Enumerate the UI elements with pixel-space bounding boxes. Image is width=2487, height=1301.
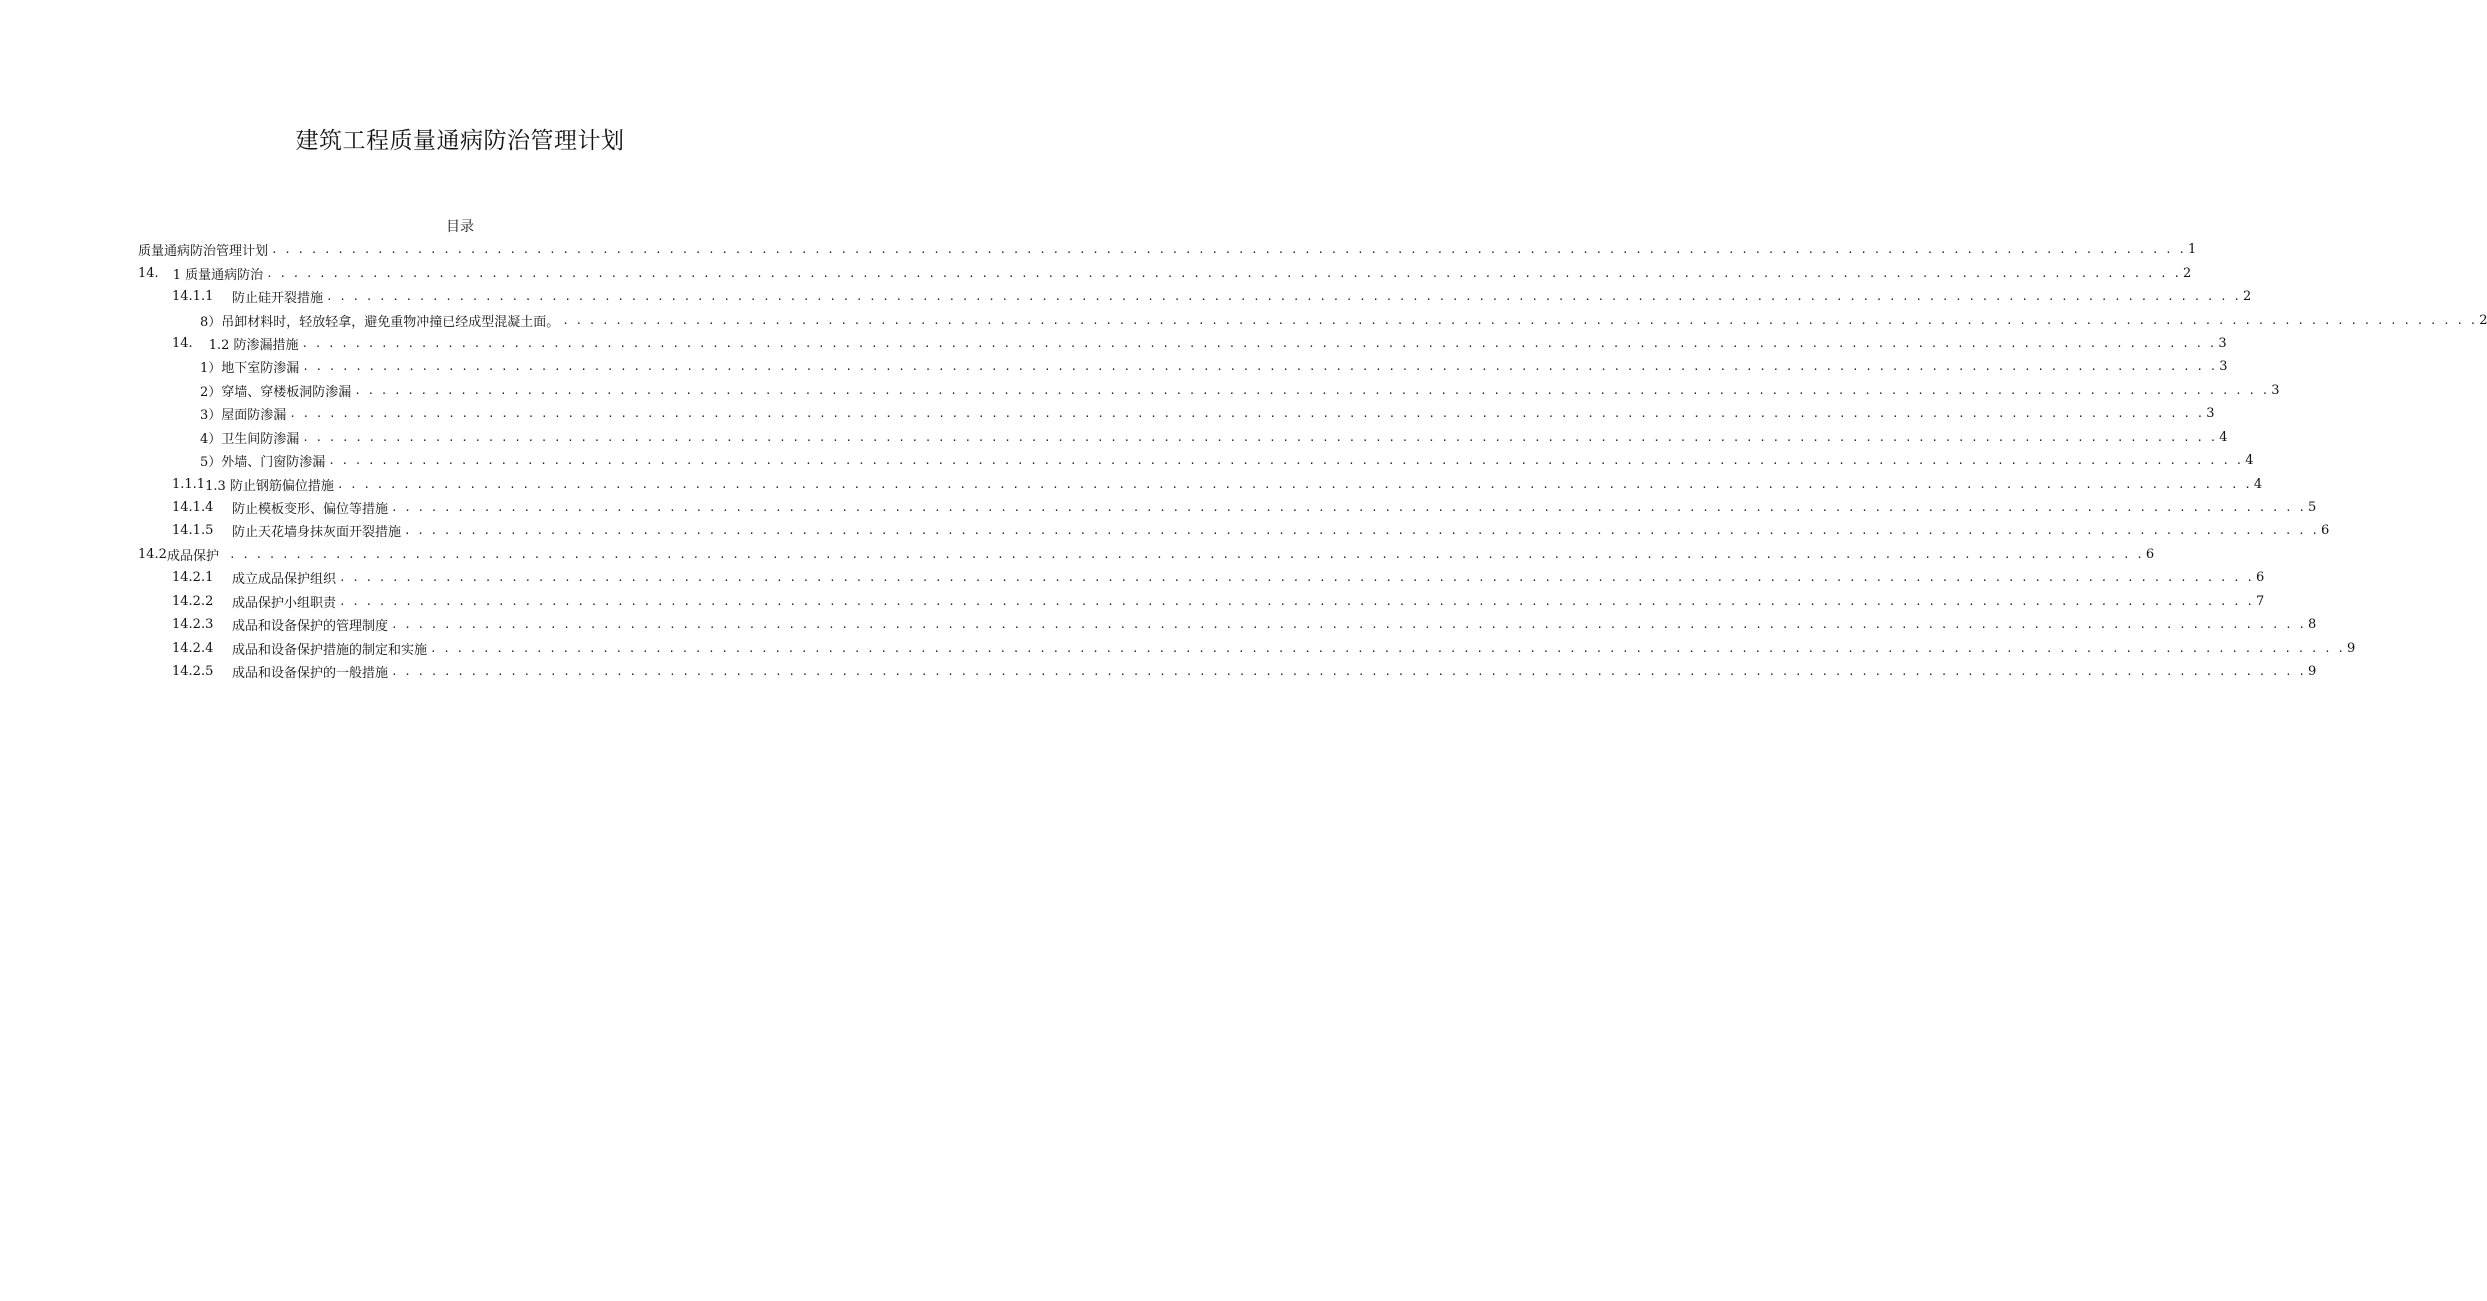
toc-entry[interactable] (138, 426, 2228, 449)
toc-page-number: 2 (2183, 265, 2192, 281)
toc-entry[interactable] (138, 379, 2280, 402)
toc-entry-text: 1 质量通病防治 (172, 267, 264, 283)
toc-dot-leader (229, 548, 2143, 561)
toc-page-number: 6 (2145, 546, 2155, 562)
toc-entry-text: 4）卫生间防渗漏 (200, 431, 300, 447)
toc-entry[interactable] (138, 355, 2228, 378)
toc-entry-text: 成品和设备保护的一般措施 (232, 666, 389, 682)
toc-entry-number: 14.2.1 (172, 570, 214, 586)
toc-dot-leader (404, 524, 2318, 537)
toc-dot-leader (562, 314, 2476, 327)
table-of-contents (138, 238, 2487, 683)
toc-entry-number: 1.1.1 (172, 476, 206, 492)
toc-dot-leader (266, 267, 2180, 280)
toc-entry-number: 14.1.4 (172, 500, 214, 516)
toc-entry-text: 成品和设备保护措施的制定和实施 (232, 642, 428, 658)
toc-dot-leader (302, 360, 2216, 373)
toc-page-number: 4 (2219, 429, 2228, 445)
toc-entry[interactable] (138, 332, 2227, 355)
document-title: 建筑工程质量通病防治管理计划 (295, 128, 625, 154)
toc-dot-leader (302, 337, 2216, 350)
toc-page-number: 3 (2219, 359, 2228, 375)
toc-entry-text: 3）屋面防渗漏 (200, 408, 287, 424)
toc-page-number: 2 (2242, 289, 2252, 305)
toc-entry-text: 防止天花墙身抹灰面开裂措施 (232, 525, 402, 541)
toc-entry[interactable] (138, 543, 2155, 566)
toc-entry[interactable] (138, 613, 2317, 636)
toc-dot-leader (339, 571, 2253, 584)
toc-dot-leader (337, 478, 2251, 491)
toc-page-number: 9 (2346, 640, 2356, 656)
toc-entry[interactable] (138, 261, 2192, 284)
toc-entry[interactable] (138, 519, 2330, 542)
toc-dot-leader (391, 618, 2305, 631)
toc-page-number: 3 (2206, 406, 2215, 422)
toc-dot-leader (354, 384, 2268, 397)
toc-entry-text: 5）外墙、门窗防渗漏 (200, 455, 326, 471)
toc-dot-leader (326, 290, 2240, 303)
toc-entry-number: 14. (138, 265, 159, 281)
toc-entry-number: 14.2.5 (172, 664, 214, 680)
toc-page-number: 1 (2187, 242, 2197, 258)
toc-entry-text: 质量通病防治管理计划 (138, 244, 269, 260)
toc-entry-text: 1.2 防渗漏措施 (208, 337, 299, 353)
toc-page-number: 8 (2307, 617, 2317, 633)
toc-entry[interactable] (138, 566, 2265, 589)
toc-entry-number: 14.2.2 (172, 593, 214, 609)
toc-entry[interactable] (138, 636, 2356, 659)
toc-entry-text: 防止硅开裂措施 (232, 291, 324, 307)
toc-dot-leader (391, 665, 2305, 678)
toc-entry-text: 成立成品保护组织 (232, 572, 337, 588)
toc-entry-number: 14.2.4 (172, 640, 214, 656)
toc-entry-text: 成品和设备保护的管理制度 (232, 619, 389, 635)
toc-entry[interactable] (138, 590, 2265, 613)
toc-page-number: 4 (2245, 453, 2254, 469)
toc-page-number: 3 (2271, 382, 2280, 398)
toc-dot-leader (430, 642, 2344, 655)
toc-entry-number: 14.2 (138, 546, 167, 562)
toc-entry-number: 14.2.3 (172, 617, 214, 633)
toc-dot-leader (391, 501, 2305, 514)
toc-entry[interactable] (138, 660, 2317, 683)
toc-dot-leader (339, 595, 2253, 608)
toc-page-number: 4 (2253, 476, 2263, 492)
toc-entry-text: 1）地下室防渗漏 (200, 361, 300, 377)
toc-page-number: 2 (2479, 312, 2487, 328)
toc-entry[interactable] (138, 285, 2252, 308)
toc-dot-leader (271, 243, 2185, 256)
toc-entry-text: 1.3 防止钢筋偏位措施 (205, 478, 334, 494)
toc-entry[interactable] (138, 472, 2263, 495)
toc-heading: 目录 (446, 219, 474, 235)
toc-entry-number: 14.1.1 (172, 289, 214, 305)
toc-page-number: 7 (2255, 593, 2265, 609)
toc-page-number: 6 (2255, 570, 2265, 586)
toc-entry-text: 防止模板变形、偏位等措施 (232, 502, 389, 518)
toc-entry-number: 14.1.5 (172, 523, 214, 539)
toc-entry-text: 8）吊卸材料时，轻放轻拿，避免重物冲撞已经成型混凝土面。 (200, 314, 560, 330)
toc-dot-leader (328, 454, 2242, 467)
toc-entry[interactable] (138, 308, 2487, 331)
toc-page-number: 5 (2307, 500, 2317, 516)
toc-entry[interactable] (138, 496, 2317, 519)
toc-entry[interactable] (138, 402, 2215, 425)
toc-entry-text: 成品保护小组职责 (232, 595, 337, 611)
toc-entry-text: 成品保护 (166, 548, 219, 564)
toc-entry[interactable] (138, 449, 2254, 472)
toc-entry-text: 2）穿墙、穿楼板洞防渗漏 (200, 384, 352, 400)
toc-entry-number: 14. (172, 335, 193, 351)
toc-page-number: 6 (2320, 523, 2330, 539)
toc-page-number: 3 (2218, 335, 2227, 351)
toc-dot-leader (302, 431, 2216, 444)
toc-page-number: 9 (2307, 664, 2317, 680)
toc-entry[interactable] (138, 238, 2197, 261)
toc-dot-leader (289, 407, 2203, 420)
